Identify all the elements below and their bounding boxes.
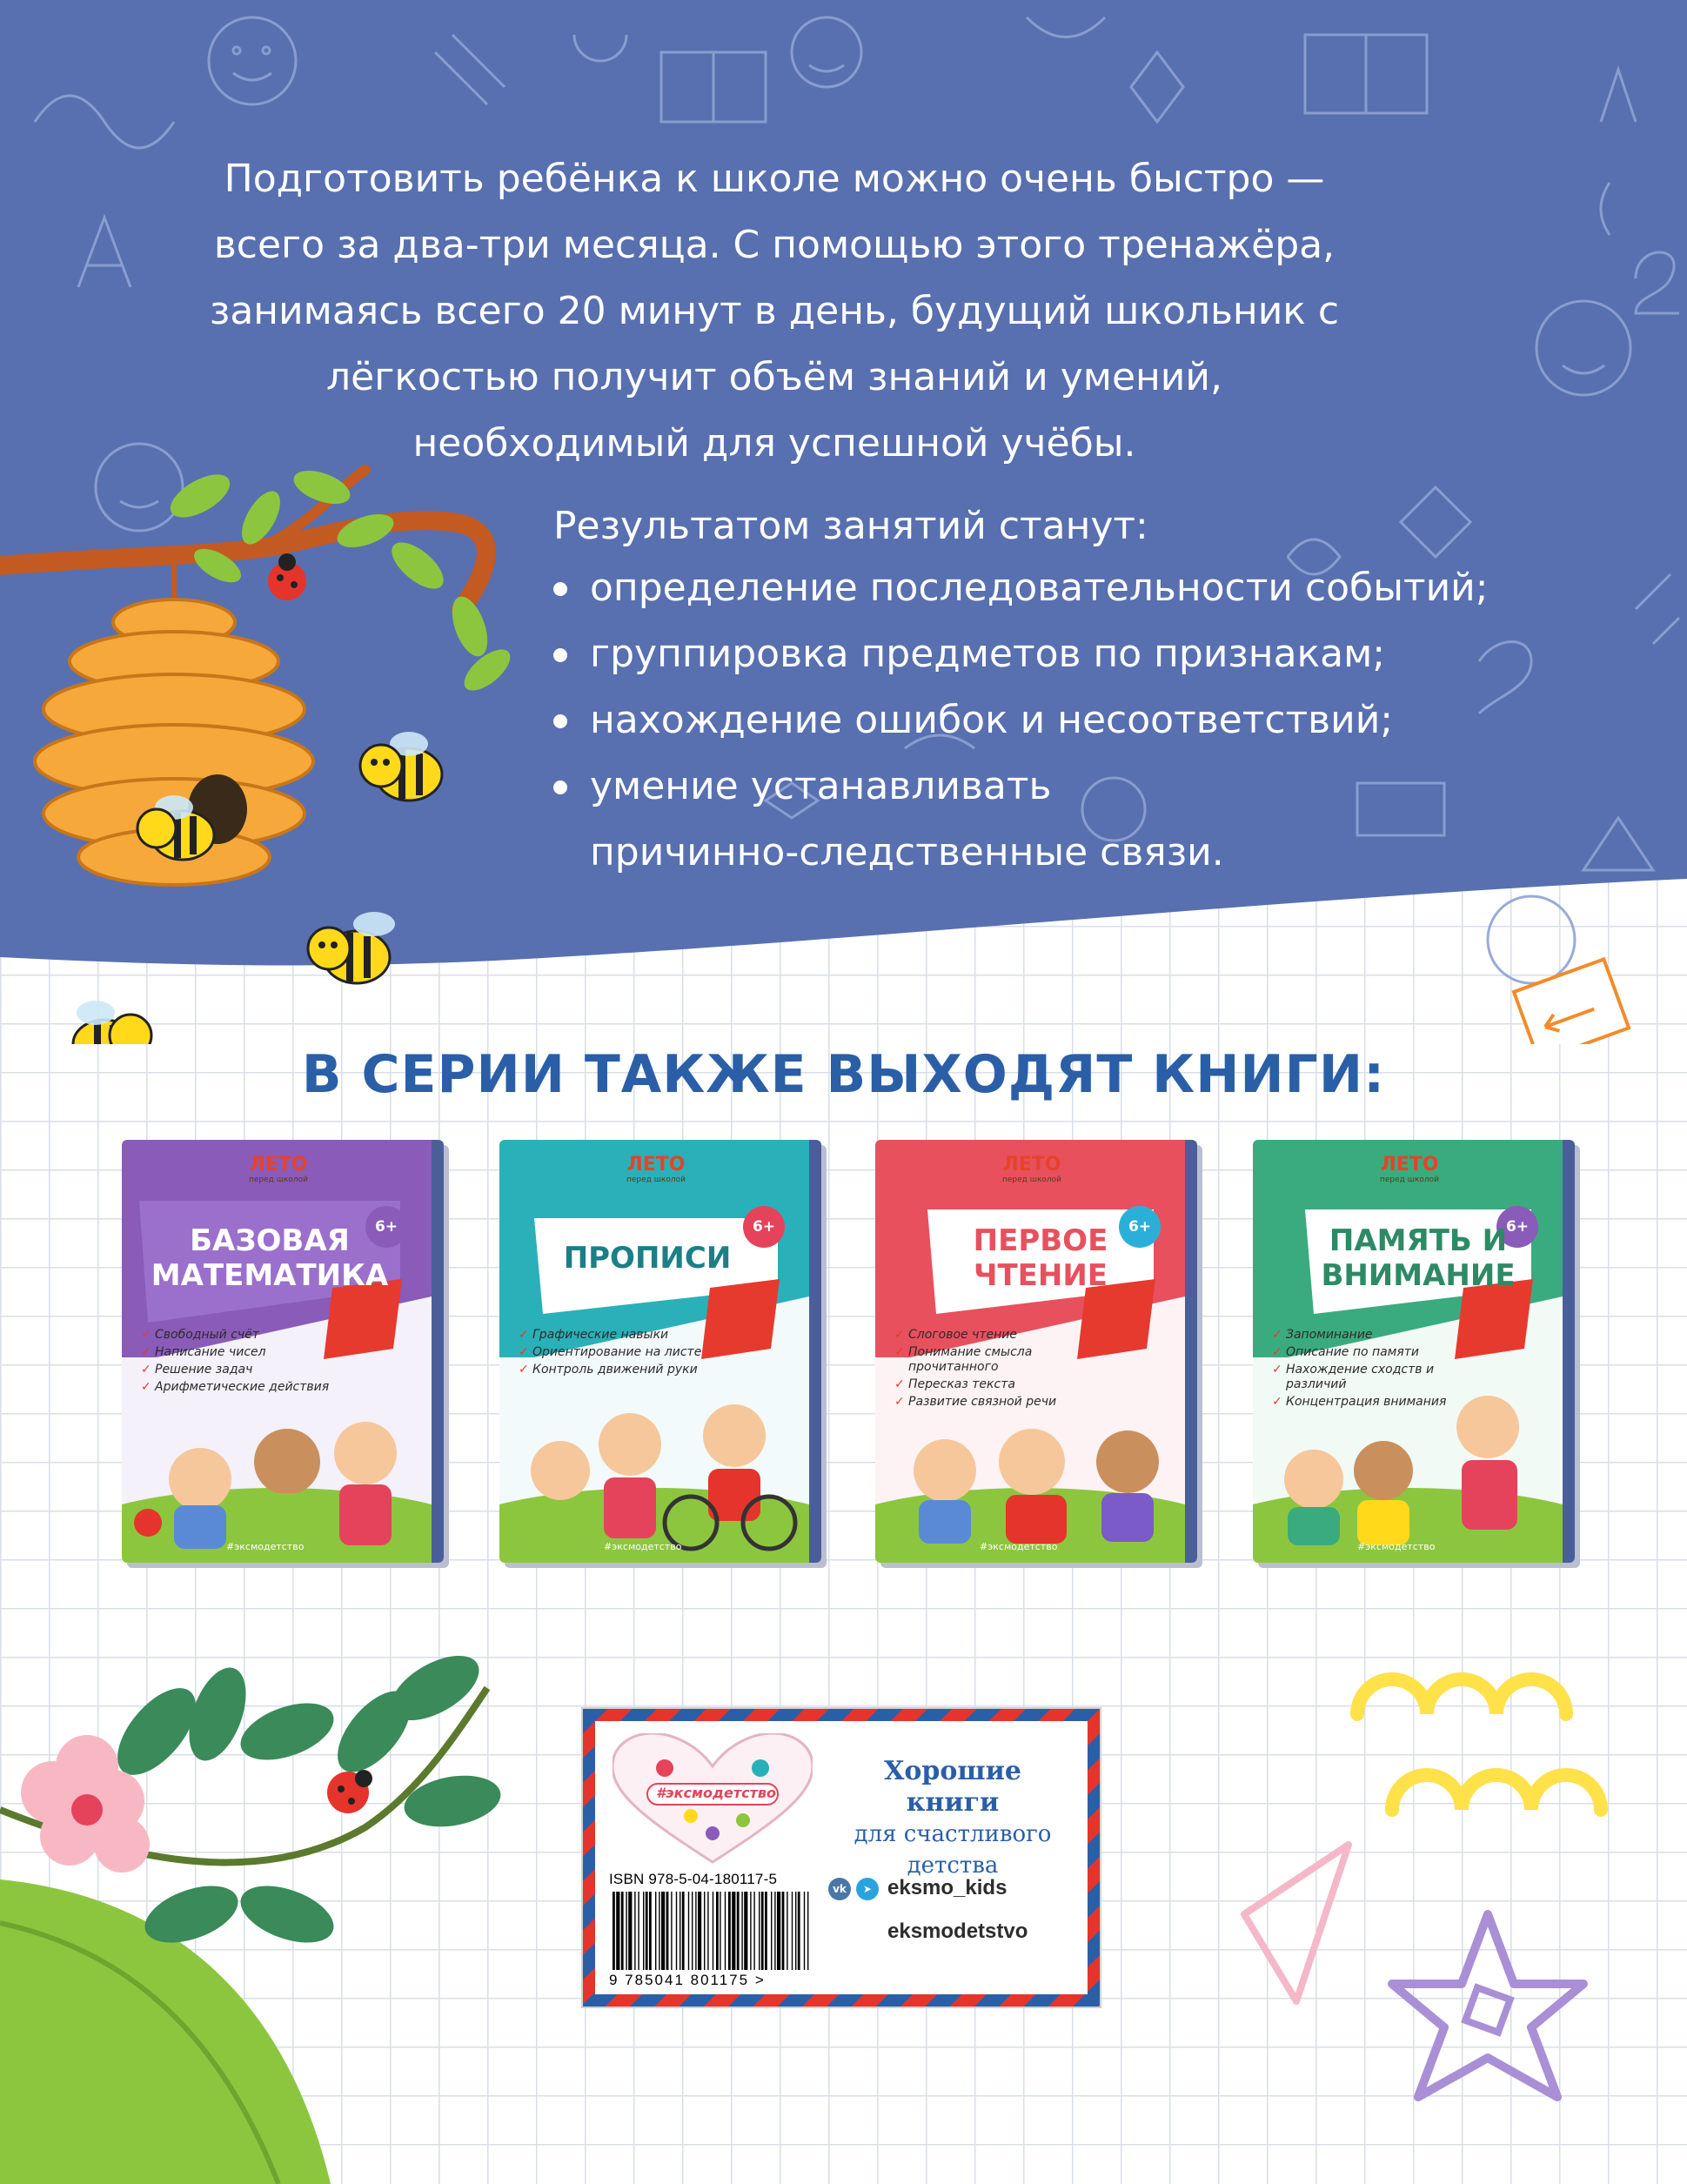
book-feature: ✓ Пересказ текста bbox=[894, 1377, 1086, 1392]
series-logo: ЛЕТО перед школой bbox=[1001, 1154, 1062, 1184]
results-item: группировка предметов по признакам; bbox=[550, 621, 1489, 687]
star-icon bbox=[1392, 1914, 1583, 2097]
fgos-badge-icon bbox=[701, 1279, 788, 1359]
age-badge: 6+ bbox=[743, 1206, 785, 1248]
book-feature: ✓ Запоминание bbox=[1272, 1328, 1463, 1343]
book-feature: ✓ Слоговое чтение bbox=[894, 1328, 1086, 1343]
results-title: Результатом занятий станут: bbox=[553, 504, 1148, 548]
social-handle-kids[interactable]: eksmo_kids bbox=[887, 1876, 1008, 1899]
book-title: ПАМЯТЬ И ВНИМАНИЕ bbox=[1321, 1223, 1516, 1293]
yellow-wave-1 bbox=[1357, 1679, 1566, 1714]
vk-icon[interactable]: vk bbox=[828, 1878, 851, 1900]
isbn-text: ISBN 978-5-04-180117-5 bbox=[609, 1871, 778, 1887]
book-feature: ✓ Написание чисел bbox=[141, 1345, 332, 1360]
results-list bbox=[550, 555, 1489, 886]
book-spine bbox=[809, 1140, 821, 1563]
ladybug-icon bbox=[327, 1770, 372, 1813]
series-logo: ЛЕТО перед школой bbox=[248, 1154, 309, 1184]
series-title: В СЕРИИ ТАКЖЕ ВЫХОДЯТ КНИГИ: bbox=[301, 1044, 1386, 1105]
barcode-icon bbox=[607, 1892, 816, 1970]
book-feature: ✓ Ориентирование на листе bbox=[519, 1345, 710, 1360]
book-title: ПЕРВОЕ ЧТЕНИЕ bbox=[973, 1223, 1108, 1293]
age-badge: 6+ bbox=[1496, 1206, 1538, 1248]
book-hashtag: #эксмодетство bbox=[1357, 1541, 1436, 1552]
book-spine bbox=[1563, 1140, 1575, 1563]
results-item: определение последовательности событий; bbox=[550, 555, 1489, 621]
book-series-row bbox=[0, 1140, 1687, 1566]
book-cover-memory-attention[interactable] bbox=[1253, 1140, 1575, 1563]
book-title: ПРОПИСИ bbox=[563, 1241, 732, 1276]
book-hashtag: #эксмодетство bbox=[980, 1541, 1058, 1552]
book-feature: ✓ Арифметические действия bbox=[141, 1380, 332, 1395]
results-item: умение устанавливать причинно-следственные связи. bbox=[550, 754, 1251, 886]
book-feature: ✓ Описание по памяти bbox=[1272, 1345, 1463, 1360]
book-features bbox=[894, 1328, 1086, 1412]
book-cover-propisi[interactable] bbox=[499, 1140, 821, 1563]
book-cover-first-reading[interactable] bbox=[875, 1140, 1197, 1563]
yellow-wave-2 bbox=[1392, 1775, 1601, 1810]
barcode-number: 9 785041 801175 > bbox=[609, 1972, 766, 1988]
heart-hashtag: #эксмодетство bbox=[656, 1785, 776, 1801]
series-logo: ЛЕТО перед школой bbox=[1379, 1154, 1440, 1184]
paper-icon bbox=[1514, 959, 1629, 1044]
book-hashtag: #эксмодетство bbox=[604, 1541, 682, 1552]
book-feature: ✓ Решение задач bbox=[141, 1363, 332, 1377]
bee-icon-4 bbox=[73, 1001, 151, 1044]
book-feature: ✓ Графические навыки bbox=[519, 1328, 710, 1343]
book-feature: ✓ Свободный счёт bbox=[141, 1328, 332, 1343]
book-spine bbox=[1185, 1140, 1197, 1563]
book-feature: ✓ Нахождение сходств и различий bbox=[1272, 1363, 1463, 1392]
triangle-icon bbox=[1244, 1845, 1349, 2001]
book-features bbox=[1272, 1328, 1463, 1412]
envelope-slogan: Хорошие книги для счастливого детства bbox=[854, 1756, 1052, 1879]
book-feature: ✓ Контроль движений руки bbox=[519, 1363, 710, 1377]
book-features bbox=[141, 1328, 332, 1397]
age-badge: 6+ bbox=[1119, 1206, 1161, 1248]
results-item: нахождение ошибок и несоответствий; bbox=[550, 687, 1489, 754]
intro-paragraph: Подготовить ребёнка к школе можно очень быстро — всего за два-три месяца. С помощью этого тренажёра, занимаясь всего 20 минут в день, будущий школьник с лёгкостью получит объём знаний и умений, необходимый для успешной учёбы. bbox=[209, 157, 1340, 466]
envelope-info-card bbox=[581, 1707, 1101, 2008]
social-handle-detstvo[interactable]: eksmodetstvo bbox=[887, 1919, 1028, 1943]
book-features bbox=[519, 1328, 710, 1380]
series-logo: ЛЕТО перед школой bbox=[626, 1154, 686, 1184]
book-title: БАЗОВАЯ МАТЕМАТИКА bbox=[151, 1223, 389, 1293]
book-feature: ✓ Развитие связной речи bbox=[894, 1395, 1086, 1410]
book-feature: ✓ Понимание смысла прочитанного bbox=[894, 1345, 1086, 1375]
book-hashtag: #эксмодетство bbox=[226, 1541, 305, 1552]
telegram-icon[interactable]: ➤ bbox=[856, 1878, 879, 1900]
book-cover-basic-math[interactable] bbox=[122, 1140, 444, 1563]
book-spine bbox=[432, 1140, 444, 1563]
book-feature: ✓ Концентрация внимания bbox=[1272, 1395, 1463, 1410]
age-badge: 6+ bbox=[365, 1206, 407, 1248]
vine-leaves bbox=[103, 1643, 505, 1954]
